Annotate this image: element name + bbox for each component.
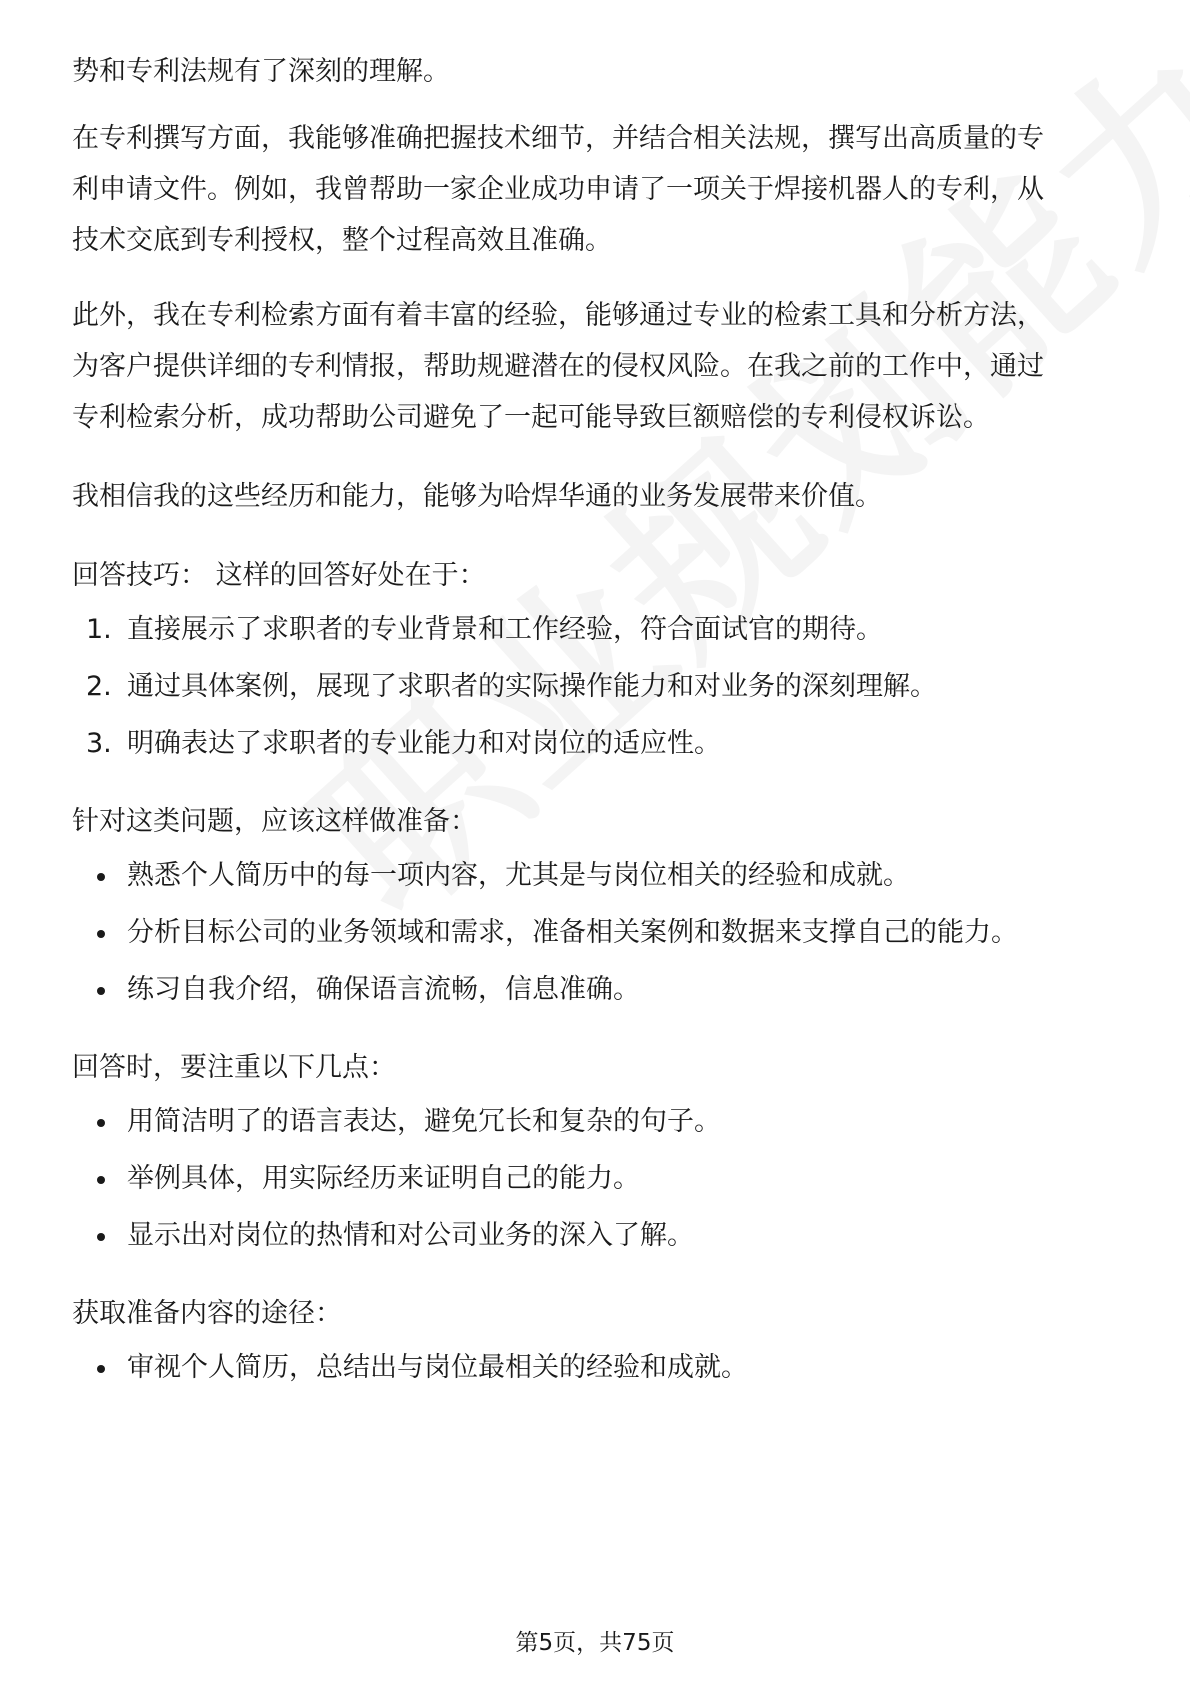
list-item: 审视个人简历，总结出与岗位最相关的经验和成就。 bbox=[72, 1339, 1118, 1396]
answer-bullet-list bbox=[72, 1093, 1118, 1264]
bullet-icon bbox=[97, 1119, 105, 1127]
bullet-icon bbox=[97, 873, 105, 881]
paragraph-patent-writing: 在专利撰写方面，我能够准确把握技术细节，并结合相关法规，撰写出高质量的专 利申请文件。例如，我曾帮助一家企业成功申请了一项关于焊接机器人的专利，从 技术交底到专利授权，整个过程高效且准确。 bbox=[72, 123, 1044, 256]
document-body bbox=[72, 46, 1118, 1396]
list-item: 用简洁明了的语言表达，避免冗长和复杂的句子。 bbox=[72, 1093, 1118, 1150]
list-item: 熟悉个人简历中的每一项内容，尤其是与岗位相关的经验和成就。 bbox=[72, 847, 1118, 904]
list-item: 2. 通过具体案例，展现了求职者的实际操作能力和对业务的深刻理解。 bbox=[86, 671, 937, 702]
list-item: 分析目标公司的业务领域和需求，准备相关案例和数据来支撑自己的能力。 bbox=[72, 904, 1118, 961]
answer-heading: 回答时，要注重以下几点： bbox=[72, 1052, 396, 1083]
list-item: 显示出对岗位的热情和对公司业务的深入了解。 bbox=[72, 1207, 1118, 1264]
paragraph-patent-search: 此外，我在专利检索方面有着丰富的经验，能够通过专业的检索工具和分析方法， 为客户提供详细的专利情报，帮助规避潜在的侵权风险。在我之前的工作中，通过 专利检索分析，成功帮助公司避免了一起可能导致巨额赔偿的专利侵权诉讼。 bbox=[72, 300, 1044, 433]
bullet-icon bbox=[97, 1233, 105, 1241]
prep-heading: 针对这类问题，应该这样做准备： bbox=[72, 806, 477, 837]
paragraph-conclusion: 我相信我的这些经历和能力，能够为哈焊华通的业务发展带来价值。 bbox=[72, 481, 882, 512]
source-bullet-list bbox=[72, 1339, 1118, 1396]
tips-ordered-list bbox=[72, 601, 1118, 772]
list-item: 练习自我介绍，确保语言流畅，信息准确。 bbox=[72, 961, 1118, 1018]
bullet-icon bbox=[97, 930, 105, 938]
source-heading: 获取准备内容的途径： bbox=[72, 1298, 342, 1329]
list-item: 举例具体，用实际经历来证明自己的能力。 bbox=[72, 1150, 1118, 1207]
list-item: 1. 直接展示了求职者的专业背景和工作经验，符合面试官的期待。 bbox=[86, 614, 883, 645]
answer-tips-heading: 回答技巧： 这样的回答好处在于： bbox=[72, 560, 486, 591]
paragraph-continuation: 势和专利法规有了深刻的理解。 bbox=[72, 56, 450, 87]
list-item: 3. 明确表达了求职者的专业能力和对岗位的适应性。 bbox=[86, 728, 721, 759]
page-number: 第5页，共75页 bbox=[515, 1630, 675, 1656]
prep-bullet-list bbox=[72, 847, 1118, 1018]
bullet-icon bbox=[97, 1176, 105, 1184]
bullet-icon bbox=[97, 1365, 105, 1373]
bullet-icon bbox=[97, 987, 105, 995]
page-footer bbox=[0, 1624, 1190, 1657]
